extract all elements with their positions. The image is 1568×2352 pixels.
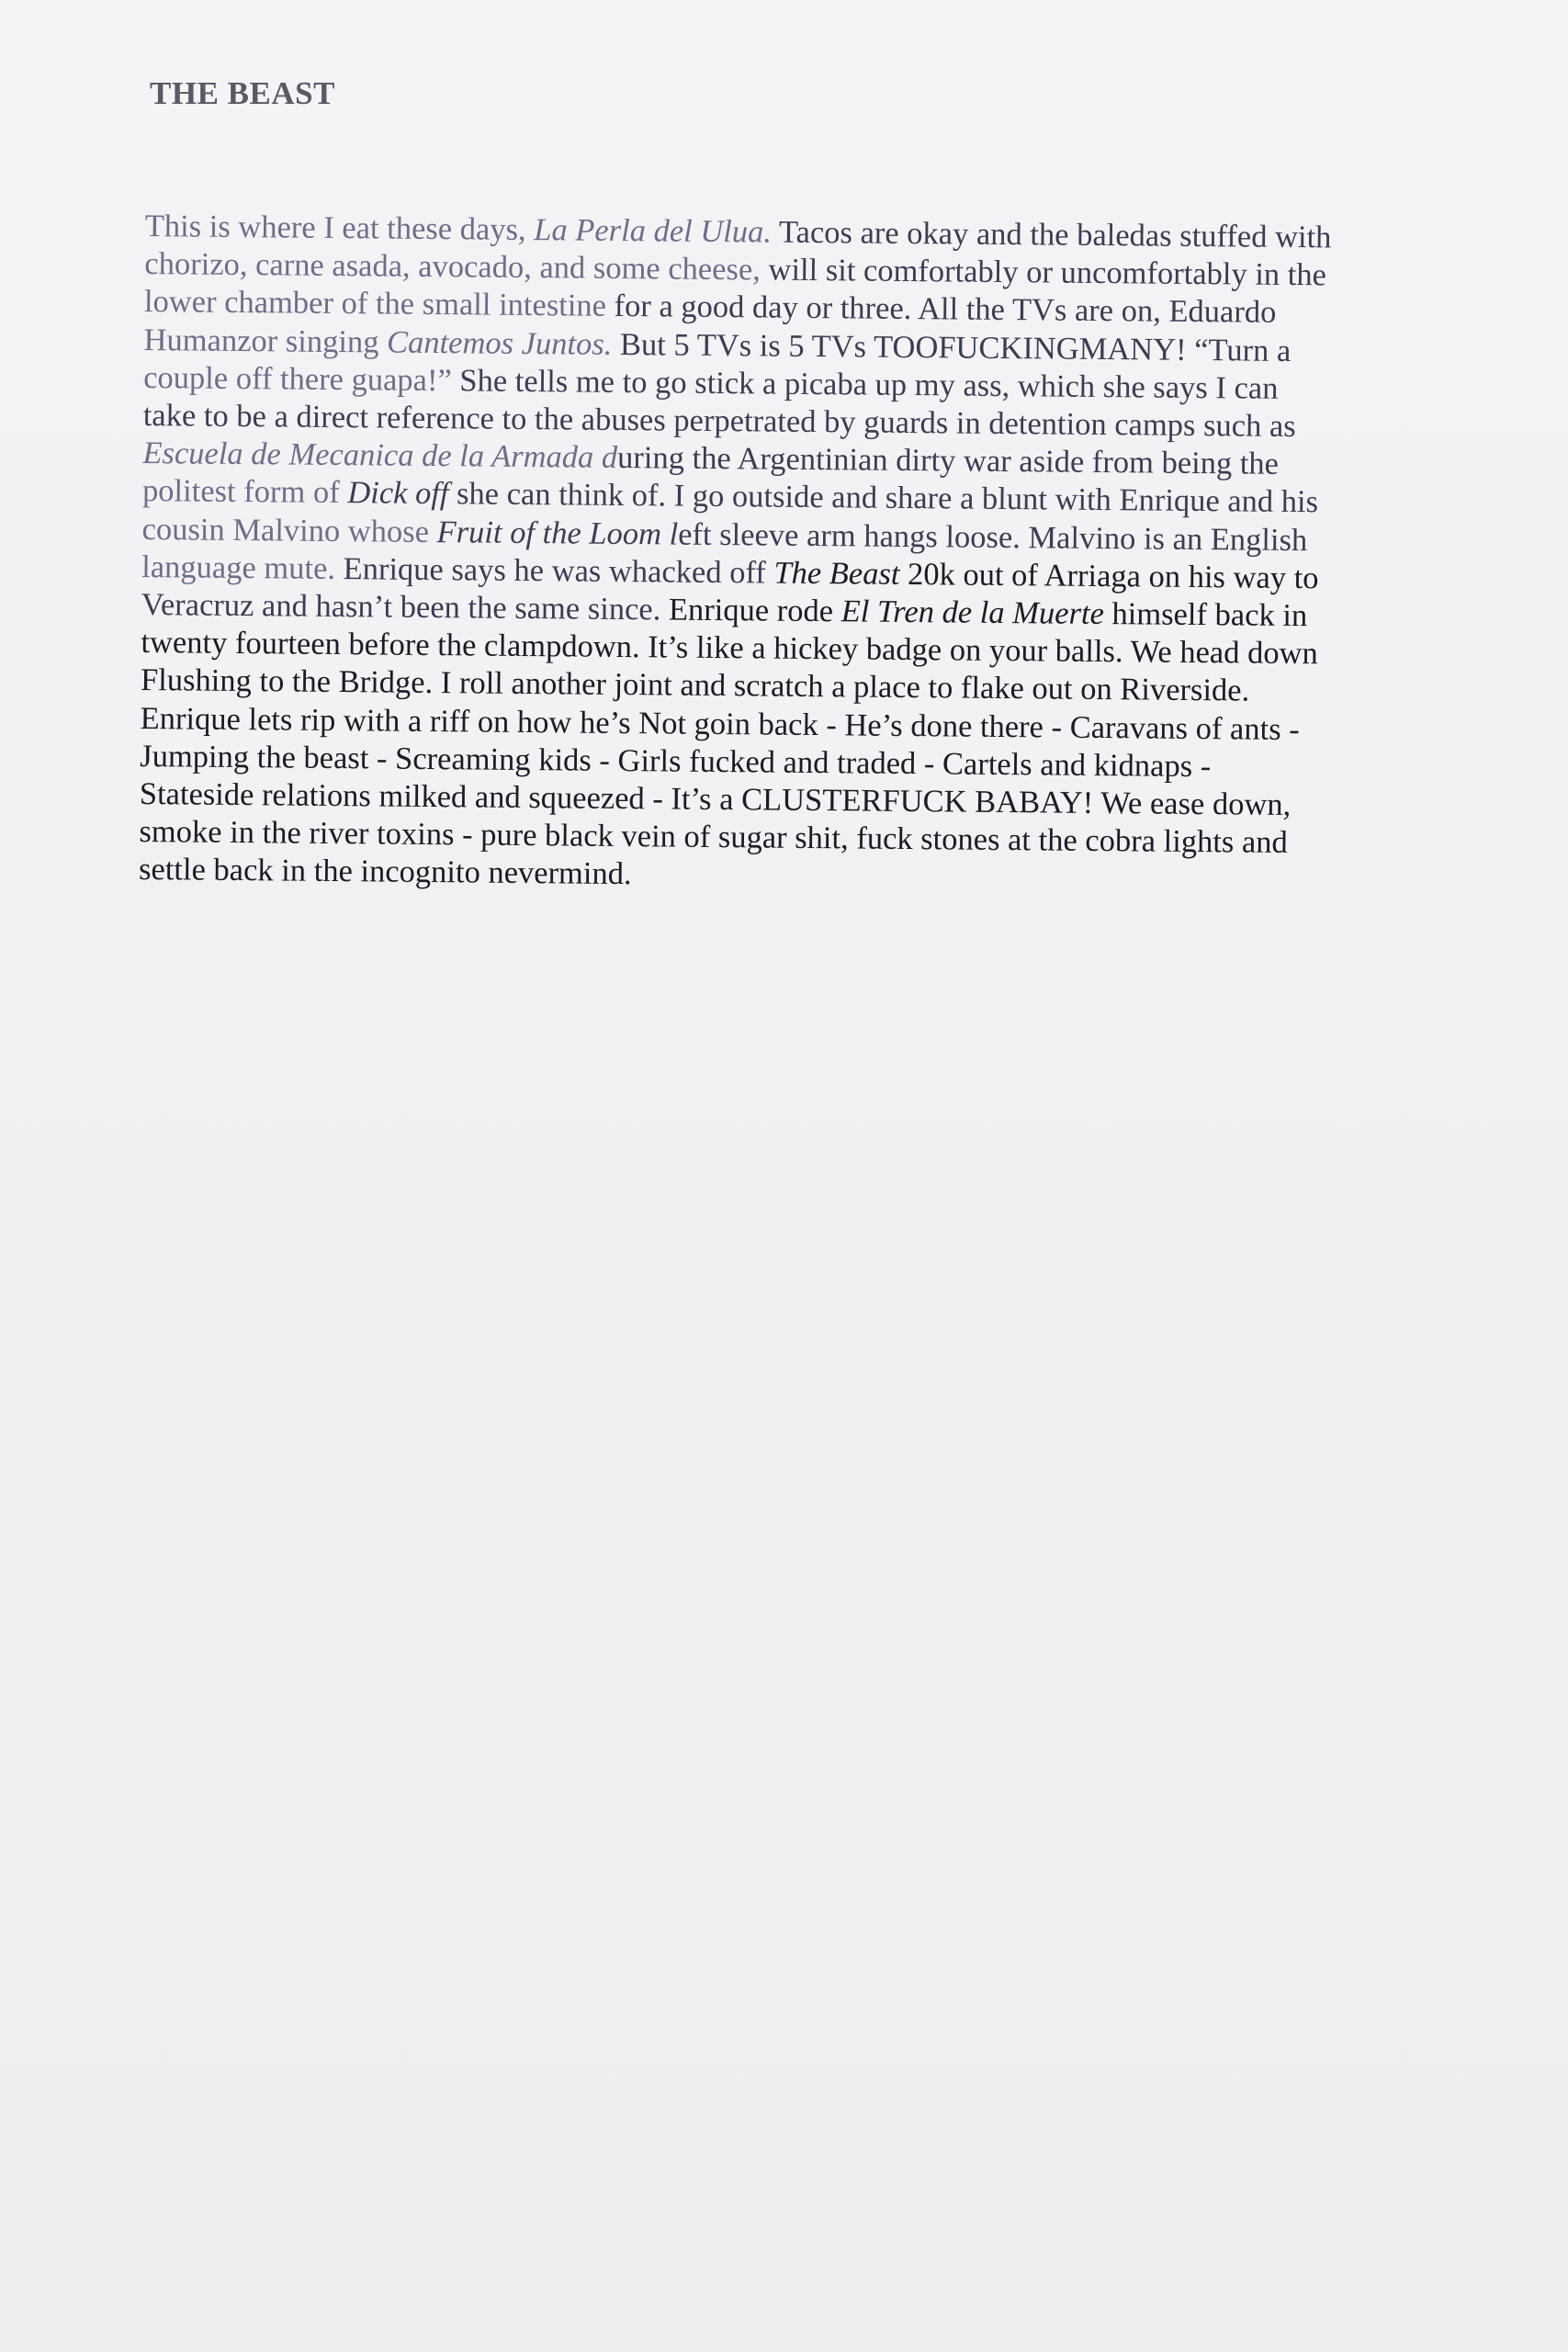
italic-text: Dick off [347, 475, 449, 512]
italic-text: Cantemos Juntos. [386, 324, 613, 362]
text-run: This is where I eat these days, [144, 208, 535, 248]
text-run: she can think of. I go outside and share a blunt with Enrique and his [448, 476, 1319, 520]
italic-text: El Tren de la Muerte [840, 594, 1105, 632]
text-run: uring the Argentinian dirty war aside from being the [616, 440, 1280, 482]
text-run: take to be a direct reference to the abuses perpetrated by guards in detention camps such as [142, 398, 1296, 445]
text-run: lower chamber of the small intestine [143, 284, 615, 324]
italic-text: Fruit of the Loom l [436, 514, 679, 552]
text-run: She tells me to go stick a picaba up my ass, which she says I can [451, 363, 1279, 406]
document-title: THE BEAST [150, 75, 335, 111]
text-run: Flushing to the Bridge. I roll another joint and scratch a place to flake out on Riverside. [140, 662, 1250, 709]
text-run: Enrique rode [660, 592, 841, 629]
italic-text: La Perla del Ulua. [534, 212, 773, 250]
text-run: Enrique says he was whacked off [334, 550, 774, 591]
text-run: But 5 TVs is 5 TVs TOOFUCKINGMANY! “Turn a [612, 326, 1292, 368]
text-run: Tacos are okay and the baledas stuffed with [771, 214, 1332, 255]
text-run: himself back in [1103, 596, 1308, 634]
text-run: Jumping the beast - Screaming kids - Girls fucked and traded - Cartels and kidnaps - [140, 738, 1212, 785]
text-run: Humanzor singing [143, 322, 388, 360]
text-run: 20k out of Arriaga on his way to [899, 556, 1319, 596]
text-run: Enrique lets rip with a riff on how he’s Not goin back - He’s done there - Caravans of ants - [140, 700, 1300, 747]
text-run: twenty fourteen before the clampdown. It’s like a hickey badge on your balls. We head down [141, 625, 1318, 672]
italic-text: The Beast [773, 555, 900, 592]
italic-text: Escuela de Mecanica de la Armada d [142, 435, 618, 476]
text-run: couple off there guapa!” [143, 359, 452, 399]
text-run: cousin Malvino whose [141, 511, 437, 549]
text-run: Stateside relations milked and squeezed - It’s a CLUSTERFUCK BABAY! We ease down, [139, 776, 1292, 823]
text-run: chorizo, carne asada, avocado, and some cheese, [144, 246, 761, 288]
text-run: Veracruz and hasn’t been the same since. [141, 587, 661, 628]
text-run: smoke in the river toxins - pure black vein of sugar shit, fuck stones at the cobra lights and [139, 814, 1288, 861]
text-run: language mute. [141, 548, 336, 586]
text-run: politest form of [141, 473, 348, 511]
story-paragraph [139, 208, 1468, 901]
text-run: eft sleeve arm hangs loose. Malvino is an English [678, 516, 1308, 558]
text-run: will sit comfortably or uncomfortably in the [760, 252, 1327, 293]
text-run: settle back in the incognito nevermind. [138, 852, 632, 892]
text-run: for a good day or three. All the TVs are on, Eduardo [614, 288, 1277, 331]
